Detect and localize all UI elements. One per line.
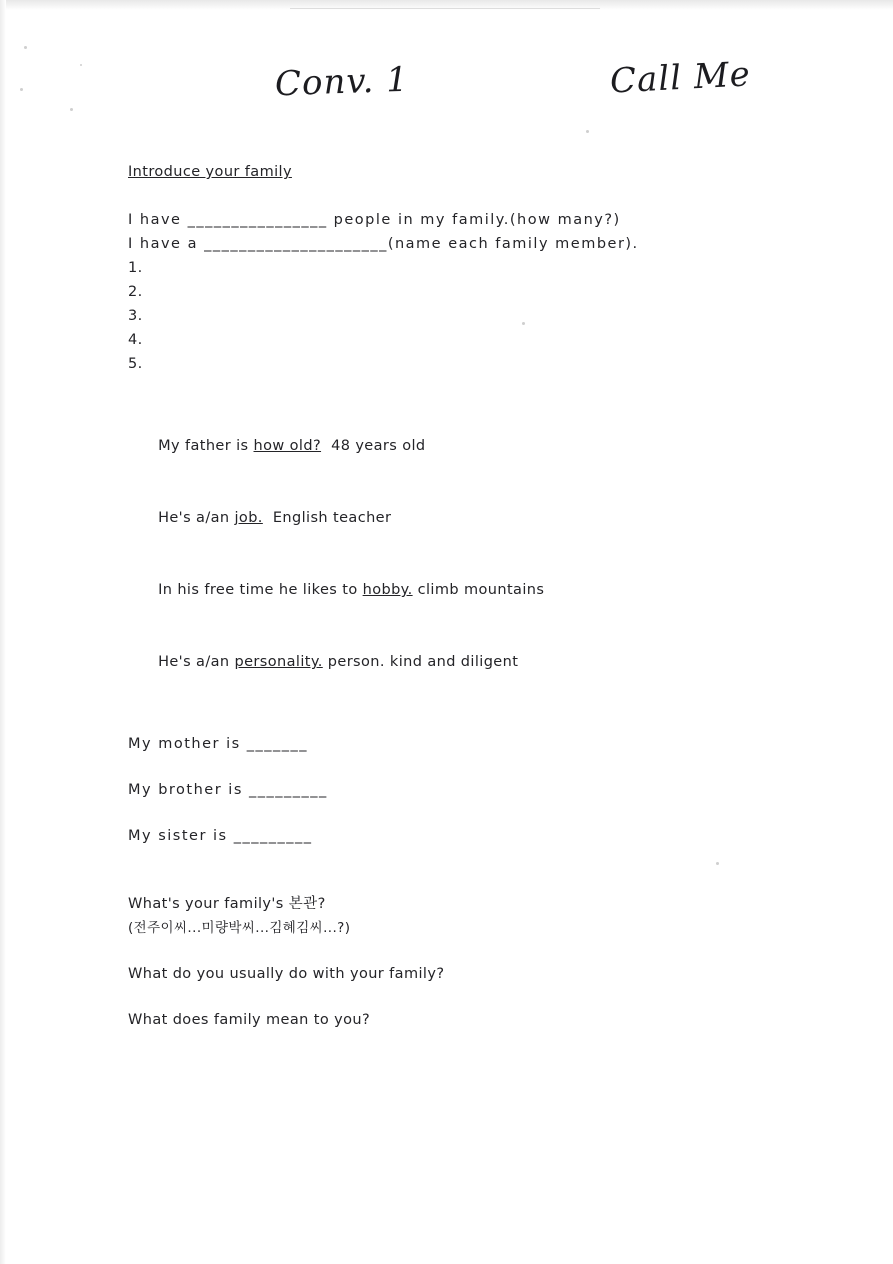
scan-speck [80,64,82,66]
father-hobby-answer: climb mountains [412,582,545,598]
question-family-activities: What do you usually do with your family? [128,966,445,982]
question-bongwan: What's your family's 본관? [128,896,326,912]
father-line-age [128,410,788,482]
spacer [128,848,788,882]
fill-in-line-people-count: I have ________________ people in my family.(how many?) [128,212,621,228]
fill-in-line-family-members: I have a _____________________(name each family member). [128,236,639,252]
father-job-answer: English teacher [262,510,392,526]
spacer [128,698,788,732]
spacer [128,986,788,1008]
prompt-brother: My brother is _________ [128,782,328,798]
father-line-hobby [128,554,788,626]
scan-artifact-line [290,8,600,9]
father-age-prefix: My father is [158,438,254,454]
spacer [128,376,788,410]
father-hobby-prefix: In his free time he likes to [158,582,363,598]
list-item: 3. [128,308,143,324]
handwritten-note-call-me: Call Me [609,54,752,102]
handwritten-note-conversation: Conv. 1 [274,59,410,105]
list-item: 2. [128,284,143,300]
father-personality-answer: person. kind and diligent [322,654,519,670]
list-item: 5. [128,356,143,372]
father-personality-cue: personality. [234,654,323,670]
spacer [128,756,788,778]
worksheet-heading: Introduce your family [128,164,292,180]
numbered-answer-list [128,256,788,376]
list-item: 1. [128,260,143,276]
prompt-mother: My mother is _______ [128,736,309,752]
father-line-personality [128,626,788,698]
list-item: 4. [128,332,143,348]
scan-speck [586,130,589,133]
father-hobby-cue: hobby. [362,582,413,598]
question-bongwan-examples: (전주이씨...미량박씨...김혜김씨...?) [128,920,351,936]
scan-speck [20,88,23,91]
question-family-meaning: What does family mean to you? [128,1012,371,1028]
scan-speck [70,108,73,111]
father-job-prefix: He's a/an [158,510,235,526]
father-age-cue: how old? [253,438,322,454]
worksheet-body [128,160,788,1032]
spacer [128,802,788,824]
father-job-cue: job. [234,510,263,526]
father-age-answer: 48 years old [321,438,426,454]
father-line-job [128,482,788,554]
spacer [128,940,788,962]
scan-speck [24,46,27,49]
prompt-sister: My sister is _________ [128,828,313,844]
father-personality-prefix: He's a/an [158,654,235,670]
scan-edge-left [0,0,6,1264]
spacer [128,882,788,892]
